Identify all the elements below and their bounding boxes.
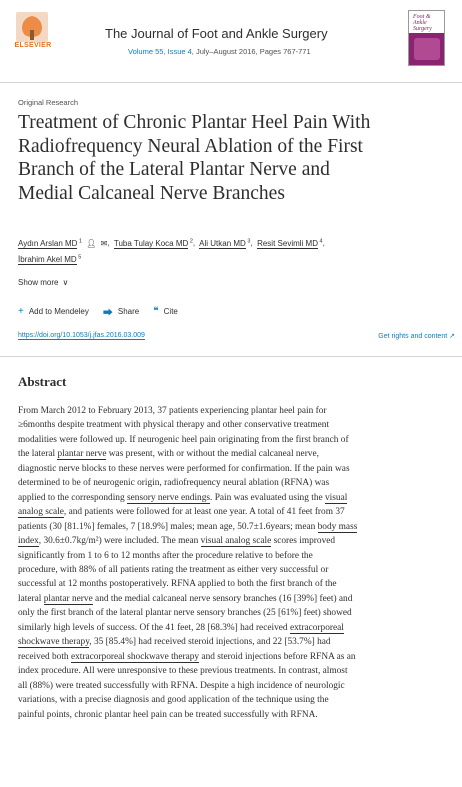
doi-link[interactable]: https://doi.org/10.1053/j.jfas.2016.03.009 [18,332,145,339]
abstract-text: similarly high levels of success. Of the 41 feet, 28 [68.3%] had received [18,622,290,633]
abstract-text: , and patients were followed for at least one year. A total of 41 feet from 37 [63,507,345,518]
envelope-icon[interactable]: ✉︎ [100,238,108,248]
keyword-link[interactable]: plantar nerve [57,449,107,460]
keyword-link[interactable]: visual analog scale [200,536,272,547]
abstract-body [18,404,455,722]
abstract-line [18,635,455,649]
abstract-text: . Pain was evaluated using the [210,492,325,503]
journal-title[interactable]: The Journal of Foot and Ankle Surgery [105,26,328,41]
abstract-line [18,606,455,620]
keyword-link[interactable]: plantar nerve [43,593,93,604]
abstract-text: From March 2012 to February 2013, 37 patients experiencing plantar heel pain for [18,406,327,416]
cite-button[interactable] [153,304,178,319]
publisher-name: ELSEVIER [14,42,52,49]
abstract-line [18,404,455,418]
abstract-text: determined to be of neurogenic origin, radiofrequency neural ablation (RFNA) was [18,478,330,489]
abstract-line [18,462,455,476]
abstract-text: was present, with or without the medial calcaneal nerve, [106,449,319,460]
keyword-link[interactable]: analog scale [18,507,64,518]
keyword-link[interactable]: extracorporeal [289,622,344,633]
article-title: Treatment of Chronic Plantar Heel Pain With Radiofrequency Neural Ablation of the First Branch of the Lateral Plantar Nerve and Medial Calcaneal Nerve Branches [18,112,371,204]
keyword-link[interactable]: extracorporeal shockwave therapy [70,651,200,662]
keyword-link[interactable]: sensory nerve endings [126,492,211,503]
abstract-line [18,693,455,707]
cover-title: Foot & Ankle Surgery [413,14,432,32]
abstract-line [18,592,455,606]
abstract-line [18,520,455,534]
author-link[interactable]: Aydın Arslan MD $^1$ 👤︎ ✉︎ [18,238,108,248]
abstract-line [18,447,455,461]
abstract-text: , 30.6±0.7kg/m²) were included. The mean [38,536,201,547]
abstract-line [18,577,455,591]
abstract-text: all (88%) were treated successfully with RFNA. Despite a high incidence of neurologic [18,680,345,691]
mendeley-label: Add to Mendeley [28,307,89,316]
author-list: Aydın Arslan MD $^1$ 👤︎ ✉︎, Tuba Tulay Koca MD $^2$, Ali Utkan MD $^3$, Resit Sevimli MD $^4$, İbrahim Akel MD $^5$ [18,238,325,265]
abstract-line [18,433,455,447]
add-to-mendeley-button[interactable] [18,304,89,319]
abstract-text: and steroid injections before RFNA as an [199,651,356,662]
abstract-text: scores improved [271,536,336,547]
author-link[interactable]: Resit Sevimli MD $^4$ [257,238,323,248]
abstract-text: index procedure. All were unresponsive to these previous treatments. In contrast, almost [18,666,348,677]
keyword-link[interactable]: visual [325,492,348,503]
abstract-line [18,708,455,722]
abstract-line [18,549,455,563]
abstract-line [18,563,455,577]
abstract-line [18,418,455,432]
abstract-text: only the first branch of the lateral plantar nerve sensory branches (25 [61%] feet) showed [18,608,352,619]
abstract-text: successful at 12 months postoperatively. RFNA applied to both the first branch of the [18,579,337,590]
abstract-line [18,679,455,693]
article-type: Original Research [18,98,79,107]
person-icon: 👤︎ [86,238,97,248]
article-actions [18,304,178,319]
abstract-text: modalities were followed up. If neurogenic heel pain originating from the first branch of [18,434,349,445]
external-link-icon: ↗ [449,333,455,340]
abstract-text: patients (30 [81.1%] females, 7 [18.9%] males; mean age, 50.7±1.6years; mean [18,521,318,532]
abstract-text: lateral [18,593,44,604]
abstract-text: procedure, with 88% of all patients rating the treatment as either very successful or [18,564,329,575]
journal-header [0,0,462,82]
abstract-line [18,621,455,635]
abstract-line [18,505,455,519]
share-label: Share [117,307,140,316]
author-link[interactable]: Tuba Tulay Koca MD $^2$ [113,238,193,248]
show-more-button[interactable] [18,278,68,287]
keyword-link[interactable]: body mass [317,521,358,532]
abstract-text: applied to the corresponding [18,492,127,503]
share-button[interactable] [103,304,139,319]
show-more-label: Show more [18,278,59,287]
section-divider [0,356,462,357]
keyword-link[interactable]: shockwave therapy [18,637,90,648]
journal-cover-image[interactable] [408,10,445,66]
abstract-text: and the medial calcaneal nerve sensory branches (16 [39%] feet) and [92,593,353,604]
header-divider [0,82,462,83]
abstract-line [18,664,455,678]
abstract-text: , 35 [85.4%] had received steroid injections, and 22 [53.7%] had [89,637,331,648]
plus-icon: + [18,306,24,317]
abstract-text: painful points, chronic plantar heel pain can be treated successfully with RFNA. [18,709,318,720]
chevron-down-icon: ∨ [62,278,69,287]
abstract-heading: Abstract [18,374,67,389]
abstract-line [18,534,455,548]
keyword-link[interactable]: index [18,536,39,547]
journal-issue-info [128,47,311,56]
abstract-text: ≥6months despite treatment with physical therapy and other conservative treatment [18,420,330,431]
quote-icon: ❝ [153,306,159,317]
abstract-line [18,491,455,505]
share-icon: ⮕ [102,308,113,319]
get-rights-link[interactable]: Get rights and content ↗ [378,333,455,340]
issue-date-pages: , July–August 2016, Pages 767-771 [191,47,311,56]
author-link[interactable]: İbrahim Akel MD $^5$ [18,254,82,265]
abstract-line [18,476,455,490]
abstract-text: the lateral [18,449,58,460]
doi-row [18,332,455,339]
abstract-text: variations, with a precise diagnosis and good application of the technique using the [18,695,329,706]
abstract-line [18,650,455,664]
abstract-text: diagnostic nerve blocks to these nerves were performed for confirmation. If the pain was [18,463,350,474]
abstract-text: received both [18,651,71,662]
volume-issue-link[interactable]: Volume 55, Issue 4 [128,47,192,56]
cite-label: Cite [163,307,178,316]
author-link[interactable]: Ali Utkan MD $^3$ [199,238,251,248]
abstract-text: significantly from 1 to 6 to 12 months after the procedure relative to before the [18,550,313,561]
